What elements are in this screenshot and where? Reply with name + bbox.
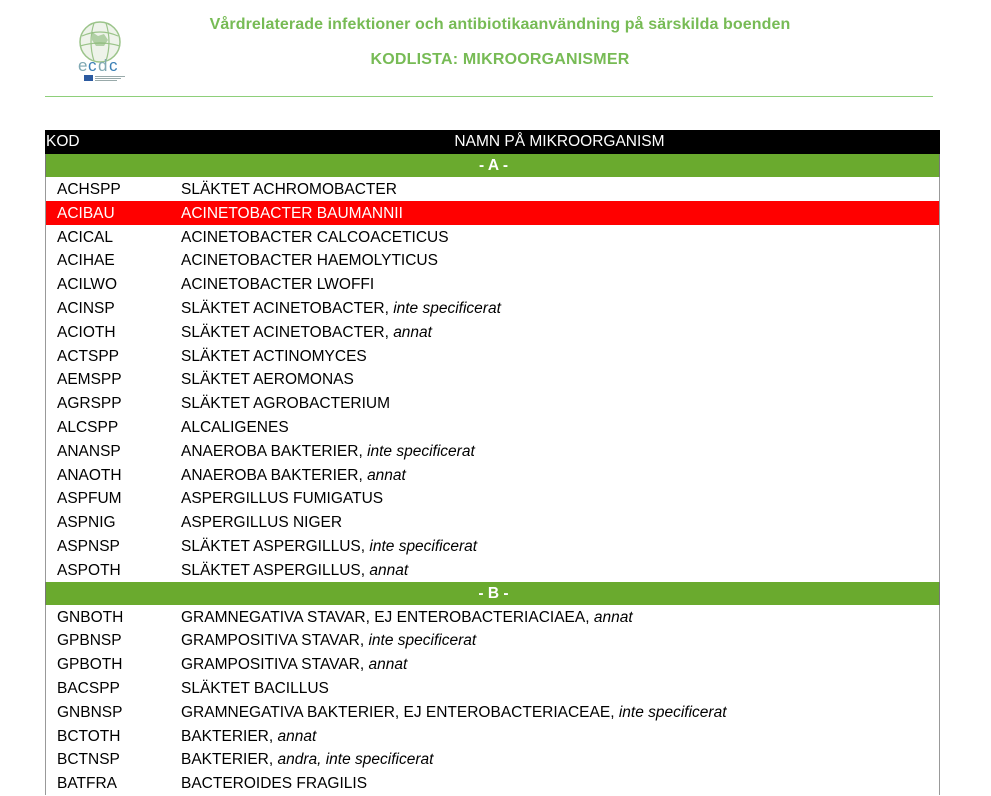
organism-name-main: ALCALIGENES	[181, 418, 289, 436]
table-row	[45, 676, 940, 700]
organism-name-qualifier: inte specificerat	[368, 632, 477, 650]
table-row	[45, 700, 940, 724]
organism-name-qualifier: annat	[368, 656, 408, 674]
organism-name-main: SLÄKTET AGROBACTERIUM	[181, 395, 391, 413]
organism-name	[181, 395, 390, 413]
table-row	[45, 724, 940, 748]
microorganism-table	[45, 130, 940, 795]
organism-code: BACSPP	[57, 679, 120, 697]
organism-name-qualifier: inte specificerat	[369, 537, 478, 555]
table-row	[45, 652, 940, 676]
organism-code: ANAOTH	[57, 466, 122, 484]
table-row	[45, 510, 940, 534]
table-body	[45, 154, 940, 795]
organism-name	[181, 348, 367, 366]
svg-text:c: c	[109, 56, 118, 75]
organism-code: AGRSPP	[57, 395, 122, 413]
organism-name	[181, 205, 403, 223]
table-row	[45, 463, 940, 487]
table-row	[45, 344, 940, 368]
organism-name	[181, 609, 633, 627]
organism-code: ACILWO	[57, 276, 117, 294]
organism-code: ACICAL	[57, 228, 113, 246]
organism-name	[181, 229, 449, 247]
organism-code: ACIHAE	[57, 252, 115, 270]
organism-name-main: ACINETOBACTER CALCOACETICUS	[181, 228, 449, 246]
table-row	[45, 225, 940, 249]
column-header-code: KOD	[46, 133, 80, 150]
organism-name-main: SLÄKTET AEROMONAS	[181, 371, 354, 389]
organism-name	[181, 467, 406, 485]
organism-name-main: GRAMNEGATIVA STAVAR, EJ ENTEROBACTERIACIAEA,	[181, 608, 594, 626]
table-row	[45, 415, 940, 439]
organism-name-main: BACTEROIDES FRAGILIS	[181, 775, 368, 793]
svg-text:d: d	[98, 56, 108, 75]
organism-name-qualifier: annat	[277, 727, 317, 745]
page-title: Vårdrelaterade infektioner och antibiotikaanvändning på särskilda boenden	[209, 16, 791, 33]
organism-name-main: BAKTERIER,	[181, 751, 278, 769]
organism-code: GPBNSP	[57, 632, 122, 650]
organism-code: ACINSP	[57, 299, 115, 317]
organism-code: ASPFUM	[57, 490, 122, 508]
organism-name-main: GRAMPOSITIVA STAVAR,	[181, 656, 369, 674]
organism-name-main: ANAEROBA BAKTERIER,	[181, 442, 368, 460]
organism-name-main: SLÄKTET ACTINOMYCES	[181, 347, 367, 365]
table-row	[45, 272, 940, 296]
organism-name-qualifier: annat	[369, 561, 409, 579]
organism-name	[181, 490, 383, 508]
organism-code: BCTNSP	[57, 751, 120, 769]
organism-name	[181, 632, 476, 650]
organism-name-main: SLÄKTET ACINETOBACTER,	[181, 323, 394, 341]
organism-code: GPBOTH	[57, 656, 123, 674]
organism-name-main: SLÄKTET ACINETOBACTER,	[181, 299, 394, 317]
organism-code: ACHSPP	[57, 181, 121, 198]
organism-name-qualifier: inte specificerat	[618, 703, 727, 721]
svg-text:c: c	[88, 56, 97, 75]
organism-name-main: ACINETOBACTER HAEMOLYTICUS	[181, 252, 438, 270]
column-header-name: NAMN PÅ MIKROORGANISM	[454, 133, 665, 150]
organism-code: ACIBAU	[57, 204, 115, 222]
page-subtitle: KODLISTA: MIKROORGANISMER	[370, 51, 630, 68]
organism-name-main: ANAEROBA BAKTERIER,	[181, 466, 368, 484]
organism-name	[181, 751, 433, 769]
organism-name	[181, 252, 438, 270]
organism-name-qualifier: inte specificerat	[393, 299, 501, 317]
organism-code: AEMSPP	[57, 371, 122, 389]
organism-name	[181, 680, 329, 698]
table-row	[45, 320, 940, 344]
organism-name	[181, 538, 477, 556]
header-divider	[45, 96, 933, 97]
organism-name	[181, 728, 316, 746]
table-row	[45, 486, 940, 510]
organism-name-qualifier: annat	[393, 323, 432, 341]
organism-code: ASPNSP	[57, 537, 120, 555]
organism-name-main: GRAMNEGATIVA BAKTERIER, EJ ENTEROBACTERIACEAE,	[181, 703, 619, 721]
organism-name-main: SLÄKTET ASPERGILLUS,	[181, 561, 370, 579]
organism-code: ALCSPP	[57, 418, 119, 436]
section-label: - A -	[479, 157, 508, 174]
organism-name-qualifier: annat	[367, 466, 406, 484]
organism-name-main: GRAMPOSITIVA STAVAR,	[181, 632, 369, 650]
section-label: - B -	[478, 584, 509, 602]
organism-name	[181, 181, 397, 199]
table-row	[45, 296, 940, 320]
table-row	[45, 558, 940, 582]
table-row	[45, 747, 940, 771]
organism-name-main: ACINETOBACTER LWOFFI	[181, 276, 375, 294]
organism-name	[181, 443, 475, 461]
table-row	[45, 177, 940, 201]
organism-code: ASPOTH	[57, 561, 121, 579]
organism-name	[181, 562, 408, 580]
organism-code: ACIOTH	[57, 323, 116, 341]
table-row	[45, 771, 940, 795]
organism-name	[181, 704, 727, 722]
organism-code: ANANSP	[57, 442, 121, 460]
organism-name	[181, 371, 354, 389]
organism-code: BCTOTH	[57, 727, 121, 745]
organism-name	[181, 300, 501, 318]
table-row	[45, 439, 940, 463]
organism-name	[181, 419, 289, 437]
organism-code: GNBNSP	[57, 703, 123, 721]
table-header	[45, 130, 940, 154]
organism-name-main: BAKTERIER,	[181, 727, 278, 745]
organism-code: BATFRA	[57, 775, 117, 793]
organism-name-qualifier: inte specificerat	[367, 442, 475, 460]
organism-name-main: SLÄKTET BACILLUS	[181, 679, 329, 697]
organism-name	[181, 276, 374, 294]
page-header	[0, 0, 991, 100]
organism-name-main: ASPERGILLUS NIGER	[181, 514, 343, 532]
table-row	[45, 534, 940, 558]
section-header	[45, 582, 940, 605]
table-row	[45, 628, 940, 652]
table-row	[45, 391, 940, 415]
organism-name	[181, 656, 407, 674]
organism-name-main: ACINETOBACTER BAUMANNII	[181, 204, 403, 222]
organism-name-main: SLÄKTET ASPERGILLUS,	[181, 537, 370, 555]
table-row	[45, 248, 940, 272]
table-row	[45, 201, 940, 225]
organism-name-qualifier: andra, inte specificerat	[277, 751, 434, 769]
organism-name-main: SLÄKTET ACHROMOBACTER	[181, 181, 397, 198]
organism-code: GNBOTH	[57, 608, 124, 626]
organism-name	[181, 324, 432, 342]
svg-text:e: e	[78, 56, 88, 75]
section-header	[45, 154, 940, 177]
organism-name	[181, 514, 342, 532]
organism-name-qualifier: annat	[593, 608, 633, 626]
organism-name-main: ASPERGILLUS FUMIGATUS	[181, 490, 384, 508]
table-row	[45, 367, 940, 391]
organism-name	[181, 775, 367, 793]
organism-code: ASPNIG	[57, 514, 116, 532]
table-row	[45, 605, 940, 629]
organism-code: ACTSPP	[57, 347, 120, 365]
